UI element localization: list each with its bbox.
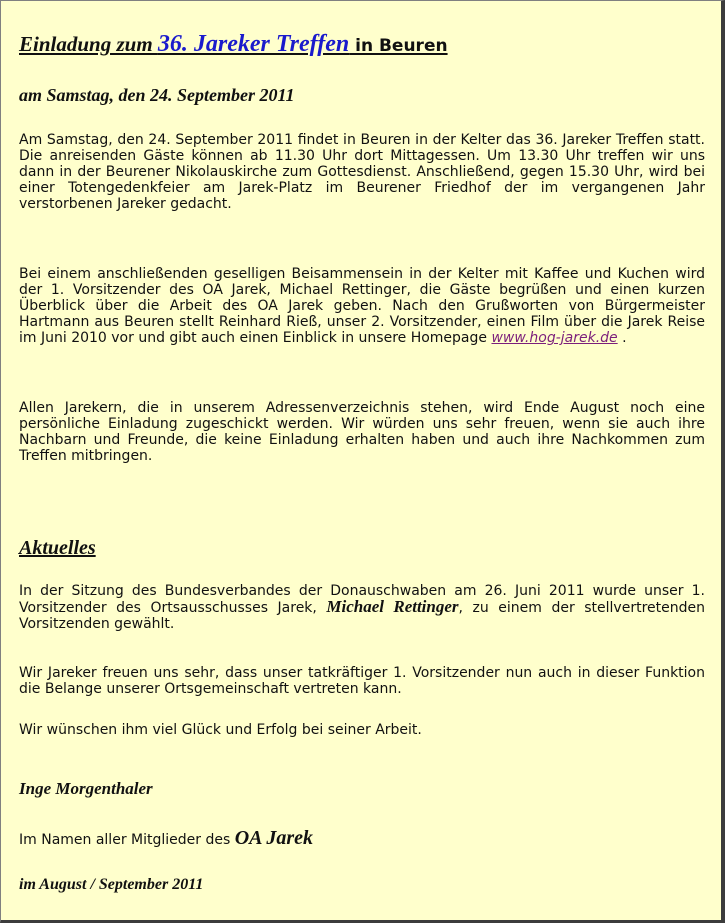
closing-date: im August / September 2011 <box>19 876 204 893</box>
chairman-name: Michael Rettinger <box>326 597 459 616</box>
invitation-paragraph-1: Am Samstag, den 24. September 2011 findet in Beuren in der Kelter das 36. Jareker Treffen statt. Die anreisenden Gäste können ab 11.30 Uhr dort Mittagessen. Um 13.30 Uhr treffen wir uns dann in der Beurener Nikolauskirche zum Gottesdienst. Anschließend, gegen 15.30 Uhr, wird bei einer Totengedenkfeier am Jarek-Platz im Beurener Friedhof der im vergangenen Jahr verstorbenen Jareker gedacht. <box>19 132 705 212</box>
behalf-organization: OA Jarek <box>234 827 314 849</box>
news-paragraph-1-start: In der Sitzung des Bundesverbandes der Donauschwaben am 26. Juni 2011 wurde unser 1. Vorsitzender des Ortsausschusses Jarek, <box>19 583 705 616</box>
invitation-paragraph-3: Allen Jarekern, die in unserem Adressenverzeichnis stehen, wird Ende August noch eine persönliche Einladung zugeschickt werden. Wir würden uns sehr freuen, wenn sie auch ihre Nachbarn und Freunde, die keine Einladung erhalten haben und auch ihre Nachkommen zum Treffen mitbringen. <box>19 400 705 464</box>
title-event: 36. Jareker Treffen <box>157 31 350 57</box>
behalf-prefix: Im Namen aller Mitglieder des <box>19 832 235 848</box>
signature-name: Inge Morgenthaler <box>19 779 153 798</box>
behalf-line <box>19 827 705 849</box>
title-suffix: in Beuren <box>349 36 448 56</box>
homepage-link[interactable]: www.hog-jarek.de <box>491 330 618 346</box>
invitation-title <box>19 31 705 58</box>
news-paragraph-1-end: , zu einem der stellvertretenden Vorsitzenden gewählt. <box>19 600 705 632</box>
news-paragraph-2: Wir Jareker freuen uns sehr, dass unser tatkräftiger 1. Vorsitzender nun auch in dieser Funktion die Belange unserer Ortsgemeinschaft vertreten kann. <box>19 665 705 697</box>
invitation-paragraph-2-text: Bei einem anschließenden geselligen Beisammensein in der Kelter mit Kaffee und Kuchen wird der 1. Vorsitzender des OA Jarek, Michael Rettinger, die Gäste begrüßen und einen kurzen Überblick über die Arbeit des OA Jarek geben. Nach den Grußworten von Bürgermeister Hartmann aus Beuren stellt Reinhard Rieß, unser 2. Vorsitzender, einen Film über die Jarek Reise im Juni 2010 vor und gibt auch einen Einblick in unsere Homepage <box>19 266 705 346</box>
news-heading: Aktuelles <box>19 537 96 559</box>
invitation-paragraph-2 <box>19 266 705 346</box>
news-paragraph-1 <box>19 583 705 632</box>
invitation-paragraph-2-end: . <box>617 330 627 346</box>
event-date-heading: am Samstag, den 24. September 2011 <box>19 85 295 105</box>
news-paragraph-3: Wir wünschen ihm viel Glück und Erfolg bei seiner Arbeit. <box>19 722 422 738</box>
title-prefix: Einladung zum <box>19 32 158 56</box>
